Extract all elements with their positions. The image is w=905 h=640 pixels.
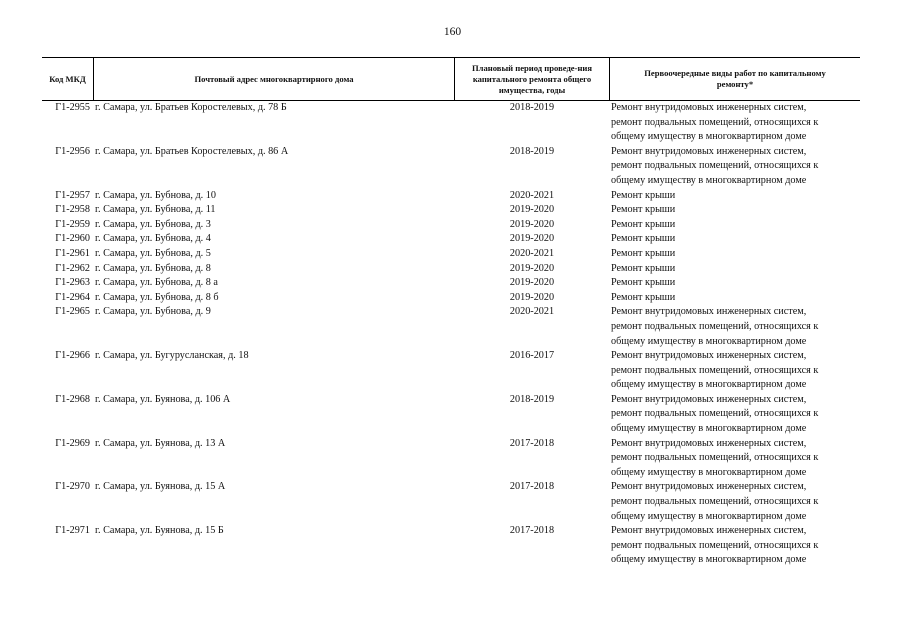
planned-period: 2019-2020 bbox=[509, 233, 555, 245]
work-type-line: Ремонт крыши bbox=[611, 218, 676, 230]
work-type-line: ремонт подвальных помещений, относящихся к bbox=[611, 496, 819, 508]
work-type-line: ремонт подвальных помещений, относящихся к bbox=[611, 116, 819, 128]
work-type-line: общему имуществу в многоквартирном доме bbox=[611, 379, 807, 391]
table-body bbox=[42, 101, 860, 568]
mkd-code: Г1-2956 bbox=[55, 145, 90, 157]
planned-period: 2019-2020 bbox=[509, 291, 555, 303]
header-period: Плановый период проведе-ния капитального ремонта общего имущества, годы bbox=[455, 58, 610, 100]
work-types bbox=[609, 276, 860, 291]
work-type-line: Ремонт внутридомовых инженерных систем, bbox=[611, 145, 807, 157]
work-type-line: общему имуществу в многоквартирном доме bbox=[611, 554, 807, 566]
mkd-code: Г1-2957 bbox=[55, 189, 90, 201]
work-type-line: общему имуществу в многоквартирном доме bbox=[611, 131, 807, 143]
header-works: Первоочередные виды работ по капитальному ремонту* bbox=[644, 68, 826, 89]
mkd-code: Г1-2965 bbox=[55, 306, 90, 318]
work-type-line: Ремонт внутридомовых инженерных систем, bbox=[611, 102, 807, 113]
table-row bbox=[42, 437, 860, 481]
table-row bbox=[42, 262, 860, 277]
mkd-code: Г1-2968 bbox=[55, 393, 90, 405]
table-row bbox=[42, 189, 860, 204]
postal-address: г. Самара, ул. Бубнова, д. 5 bbox=[95, 247, 211, 259]
planned-period: 2017-2018 bbox=[509, 437, 555, 449]
work-types bbox=[609, 218, 860, 233]
postal-address: г. Самара, ул. Бугурусланская, д. 18 bbox=[95, 350, 249, 362]
work-types bbox=[609, 203, 860, 218]
planned-period: 2018-2019 bbox=[509, 102, 555, 113]
work-type-line: Ремонт внутридомовых инженерных систем, bbox=[611, 481, 807, 493]
postal-address: г. Самара, ул. Бубнова, д. 4 bbox=[95, 233, 211, 245]
work-type-line: ремонт подвальных помещений, относящихся к bbox=[611, 320, 819, 332]
work-type-line: Ремонт крыши bbox=[611, 204, 676, 216]
mkd-code: Г1-2963 bbox=[55, 277, 90, 289]
postal-address: г. Самара, ул. Буянова, д. 15 Б bbox=[95, 525, 224, 537]
postal-address: г. Самара, ул. Бубнова, д. 8 б bbox=[95, 291, 219, 303]
planned-period: 2019-2020 bbox=[509, 262, 555, 274]
mkd-code: Г1-2966 bbox=[55, 350, 90, 362]
work-type-line: Ремонт крыши bbox=[611, 262, 676, 274]
work-types bbox=[609, 232, 860, 247]
work-types bbox=[609, 305, 860, 349]
table-row bbox=[42, 349, 860, 393]
mkd-code: Г1-2962 bbox=[55, 262, 90, 274]
mkd-code: Г1-2964 bbox=[55, 291, 90, 303]
postal-address: г. Самара, ул. Братьев Коростелевых, д. 86 А bbox=[95, 145, 289, 157]
work-type-line: общему имуществу в многоквартирном доме bbox=[611, 335, 807, 347]
work-type-line: ремонт подвальных помещений, относящихся к bbox=[611, 408, 819, 420]
work-types bbox=[609, 101, 860, 145]
work-type-line: Ремонт крыши bbox=[611, 189, 676, 201]
mkd-code: Г1-2971 bbox=[55, 525, 90, 537]
table-row bbox=[42, 145, 860, 189]
work-types bbox=[609, 349, 860, 393]
header-address: Почтовый адрес многоквартирного дома bbox=[94, 58, 455, 100]
planned-period: 2020-2021 bbox=[509, 306, 555, 318]
work-type-line: Ремонт крыши bbox=[611, 233, 676, 245]
postal-address: г. Самара, ул. Буянова, д. 106 А bbox=[95, 393, 231, 405]
postal-address: г. Самара, ул. Буянова, д. 13 А bbox=[95, 437, 226, 449]
work-types bbox=[609, 247, 860, 262]
table-row bbox=[42, 305, 860, 349]
work-type-line: общему имуществу в многоквартирном доме bbox=[611, 466, 807, 478]
table-row bbox=[42, 276, 860, 291]
mkd-code: Г1-2960 bbox=[55, 233, 90, 245]
work-type-line: общему имуществу в многоквартирном доме bbox=[611, 423, 807, 435]
work-types bbox=[609, 393, 860, 437]
work-types bbox=[609, 291, 860, 306]
work-types bbox=[609, 480, 860, 524]
planned-period: 2020-2021 bbox=[509, 247, 555, 259]
work-type-line: ремонт подвальных помещений, относящихся к bbox=[611, 539, 819, 551]
work-types bbox=[609, 189, 860, 204]
mkd-code: Г1-2959 bbox=[55, 218, 90, 230]
work-type-line: Ремонт внутридомовых инженерных систем, bbox=[611, 306, 807, 318]
postal-address: г. Самара, ул. Бубнова, д. 8 bbox=[95, 262, 211, 274]
work-type-line: Ремонт внутридомовых инженерных систем, bbox=[611, 350, 807, 362]
planned-period: 2020-2021 bbox=[509, 189, 555, 201]
planned-period: 2018-2019 bbox=[509, 145, 555, 157]
planned-period: 2018-2019 bbox=[509, 393, 555, 405]
header-code: Код МКД bbox=[42, 58, 94, 100]
mkd-code: Г1-2970 bbox=[55, 481, 90, 493]
work-types bbox=[609, 262, 860, 277]
table-row bbox=[42, 480, 860, 524]
table-row bbox=[42, 524, 860, 568]
table-row bbox=[42, 247, 860, 262]
work-type-line: Ремонт внутридомовых инженерных систем, bbox=[611, 393, 807, 405]
mkd-code: Г1-2969 bbox=[55, 437, 90, 449]
page-number: 160 bbox=[443, 26, 462, 38]
work-type-line: Ремонт крыши bbox=[611, 291, 676, 303]
work-type-line: ремонт подвальных помещений, относящихся к bbox=[611, 452, 819, 464]
table-header bbox=[42, 57, 860, 101]
work-types bbox=[609, 437, 860, 481]
mkd-code: Г1-2958 bbox=[55, 204, 90, 216]
table-row bbox=[42, 291, 860, 306]
work-type-line: ремонт подвальных помещений, относящихся к bbox=[611, 364, 819, 376]
planned-period: 2019-2020 bbox=[509, 204, 555, 216]
planned-period: 2019-2020 bbox=[509, 218, 555, 230]
planned-period: 2017-2018 bbox=[509, 481, 555, 493]
mkd-code: Г1-2961 bbox=[55, 247, 90, 259]
postal-address: г. Самара, ул. Бубнова, д. 11 bbox=[95, 204, 216, 216]
mkd-code: Г1-2955 bbox=[55, 102, 90, 113]
postal-address: г. Самара, ул. Бубнова, д. 8 а bbox=[95, 277, 218, 289]
planned-period: 2019-2020 bbox=[509, 277, 555, 289]
work-types bbox=[609, 145, 860, 189]
work-type-line: Ремонт крыши bbox=[611, 277, 676, 289]
postal-address: г. Самара, ул. Бубнова, д. 9 bbox=[95, 306, 211, 318]
work-type-line: Ремонт крыши bbox=[611, 247, 676, 259]
table-row bbox=[42, 101, 860, 145]
postal-address: г. Самара, ул. Братьев Коростелевых, д. 78 Б bbox=[95, 102, 287, 113]
work-type-line: общему имуществу в многоквартирном доме bbox=[611, 174, 807, 186]
table-row bbox=[42, 203, 860, 218]
planned-period: 2016-2017 bbox=[509, 350, 555, 362]
work-type-line: общему имуществу в многоквартирном доме bbox=[611, 510, 807, 522]
work-type-line: Ремонт внутридомовых инженерных систем, bbox=[611, 525, 807, 537]
table-row bbox=[42, 393, 860, 437]
table-row bbox=[42, 218, 860, 233]
work-type-line: Ремонт внутридомовых инженерных систем, bbox=[611, 437, 807, 449]
postal-address: г. Самара, ул. Бубнова, д. 3 bbox=[95, 218, 211, 230]
work-type-line: ремонт подвальных помещений, относящихся к bbox=[611, 160, 819, 172]
planned-period: 2017-2018 bbox=[509, 525, 555, 537]
postal-address: г. Самара, ул. Бубнова, д. 10 bbox=[95, 189, 216, 201]
table-row bbox=[42, 232, 860, 247]
postal-address: г. Самара, ул. Буянова, д. 15 А bbox=[95, 481, 226, 493]
work-types bbox=[609, 524, 860, 568]
